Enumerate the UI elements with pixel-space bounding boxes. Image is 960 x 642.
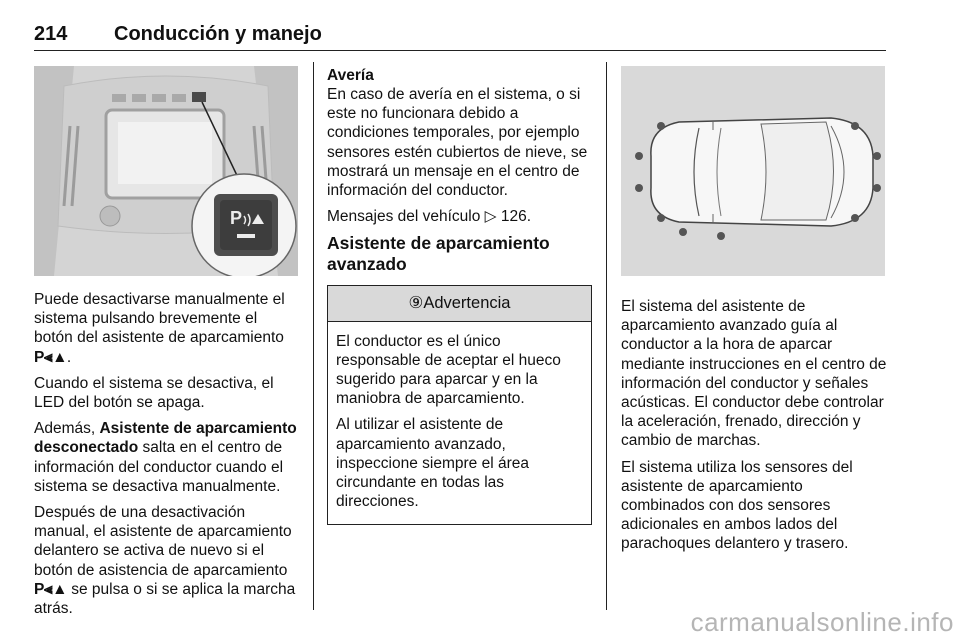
column-1 (34, 290, 300, 625)
warning-body (328, 322, 591, 525)
paragraph-message (34, 419, 300, 496)
fault-heading: Avería (327, 67, 374, 84)
page-reference-icon: ▷ (484, 208, 497, 226)
park-assist-symbol: P⫷▲ (34, 580, 67, 598)
page-reference-link[interactable]: 126. (496, 208, 532, 226)
paragraph-reactivate (34, 503, 300, 618)
dashboard-illustration (34, 66, 298, 276)
park-assist-symbol: P⫷▲ (34, 348, 67, 366)
paragraph-system-guide: El sistema del asistente de aparcamiento avanzado guía al conductor a la hora de aparcar mediante instrucciones en el centro de información del conductor y señales acústicas. El conductor debe controlar la aceleración, frenado, dirección y cambio de marchas. (621, 298, 887, 450)
page-number: 214 (34, 23, 68, 45)
dashboard-figure (34, 66, 298, 276)
paragraph-sensors: El sistema utiliza los sensores del asistente de aparcamiento combinados con dos sensores adicionales en ambos lados del parachoques delantero y trasero. (621, 458, 853, 553)
svg-text:P: P (230, 208, 243, 228)
paragraph-deactivate-end: . (66, 348, 72, 366)
vehicle-messages-text: Mensajes del vehículo (327, 208, 485, 226)
warning-title: Advertencia (423, 294, 511, 313)
column-3 (621, 297, 887, 561)
paragraph-message-post: salta en el centro de información del conductor cuando el sistema se desactiva manualmente. (34, 439, 284, 495)
paragraph-deactivate-text: Puede desactivarse manualmente el sistema pulsando brevemente el botón del asistente de aparcamiento (34, 291, 285, 347)
warning-paragraph-2: Al utilizar el asistente de aparcamiento avanzado, inspeccione siempre el área circundante en todas las direcciones. (336, 416, 529, 511)
warning-icon: ⑨ (408, 294, 424, 313)
car-top-view-illustration (621, 66, 885, 276)
section-heading: Asistente de aparcamiento avanzado (327, 233, 550, 275)
column-2 (327, 66, 592, 525)
warning-header (328, 286, 591, 321)
paragraph-reactivate-pre: Después de una desactivación manual, el asistente de aparcamiento delantero se activa de nuevo si el botón de asistencia de aparcamiento (34, 504, 292, 579)
car-sensors-figure (621, 66, 885, 276)
warning-paragraph-1: El conductor es el único responsable de aceptar el hueco sugerido para aparcar y en la maniobra de aparcamiento. (336, 332, 561, 408)
vehicle-messages-reference (327, 207, 592, 226)
warning-box (327, 285, 592, 525)
paragraph-deactivate (34, 290, 300, 367)
column-divider-2 (606, 62, 607, 610)
chapter-title: Conducción y manejo (114, 23, 322, 45)
watermark: carmanualsonline.info (690, 607, 954, 637)
page-header (34, 20, 886, 51)
fault-text: En caso de avería en el sistema, o si este no funcionara debido a condiciones temporales, por ejemplo sensores estén cubiertos de nieve, se mostrará un mensaje en el centro de información del conductor. (327, 86, 588, 200)
paragraph-reactivate-post: se pulsa o si se aplica la marcha atrás. (34, 580, 296, 618)
paragraph-led: Cuando el sistema se desactiva, el LED del botón se apaga. (34, 374, 274, 412)
paragraph-message-bold: Asistente de aparcamiento desconectado (34, 420, 297, 457)
paragraph-message-pre: Además, (34, 420, 100, 438)
column-divider-1 (313, 62, 314, 610)
